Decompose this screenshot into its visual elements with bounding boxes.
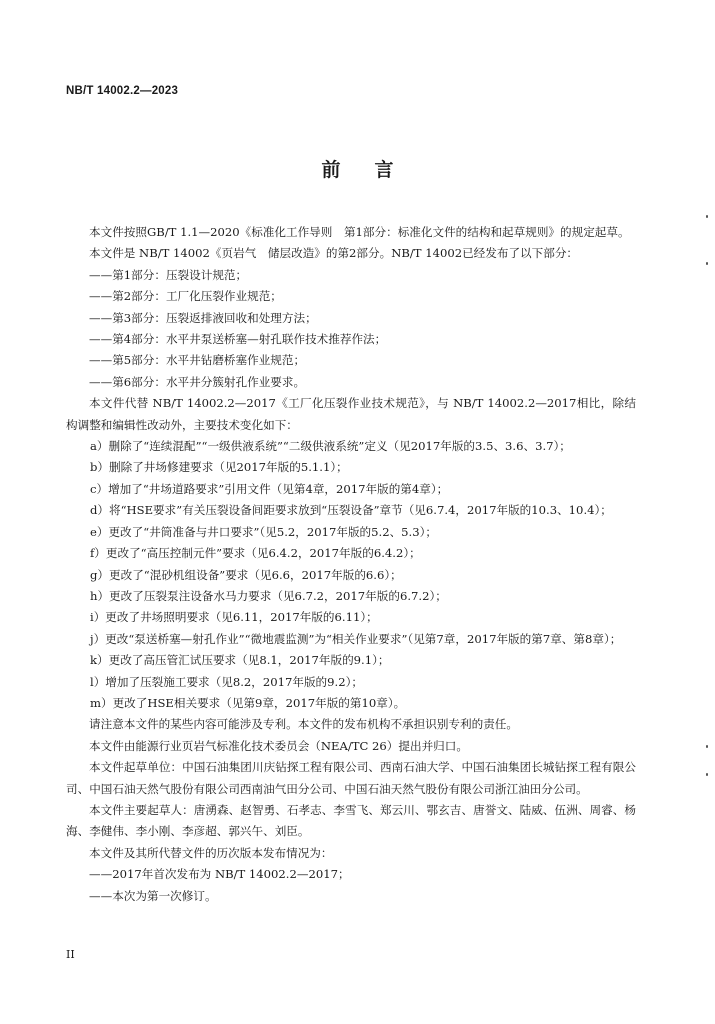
paragraph-drafting-units: 本文件起草单位：中国石油集团川庆钻探工程有限公司、西南石油大学、中国石油集团长城钻探工程有限公司、中国石油天然气股份有限公司西南油气田分公司、中国石油天然气股份有限公司浙江油田分公司。 — [66, 760, 636, 796]
part-list-item: ——第3部分：压裂返排液回收和处理方法； — [89, 310, 317, 325]
change-list-item: l）增加了压裂施工要求（见8.2，2017年版的9.2）； — [90, 674, 363, 689]
history-list-item: ——本次为第一次修订。 — [89, 888, 217, 903]
scan-speck — [706, 773, 708, 776]
change-list-item: e）更改了“井筒准备与井口要求”（见5.2，2017年版的5.2、5.3）； — [90, 524, 437, 539]
scan-speck — [706, 215, 708, 218]
part-list-item: ——第2部分：工厂化压裂作业规范； — [89, 289, 282, 304]
change-list-item: c）增加了“井场道路要求”引用文件（见第4章，2017年版的第4章）； — [90, 481, 449, 496]
change-list-item: g）更改了“混砂机组设备”要求（见6.6，2017年版的6.6）； — [90, 567, 402, 582]
page-title: 前言 — [321, 159, 428, 181]
scan-speck — [706, 745, 708, 748]
part-list-item: ——第6部分：水平井分簇射孔作业要求。 — [89, 374, 306, 389]
change-list-item: b）删除了井场修建要求（见2017年版的5.1.1）； — [90, 460, 348, 475]
part-list-item: ——第5部分：水平井钻磨桥塞作业规范； — [89, 353, 306, 368]
paragraph-committee: 本文件由能源行业页岩气标准化技术委员会（NEA/TC 26）提出并归口。 — [89, 738, 468, 753]
paragraph-drafting-basis: 本文件按照GB/T 1.1—2020《标准化工作导则 第1部分：标准化文件的结构和起草规则》的规定起草。 — [89, 225, 630, 239]
change-list-item: i）更改了井场照明要求（见6.11，2017年版的6.11）； — [90, 610, 378, 625]
paragraph-drafters: 本文件主要起草人：唐湧森、赵智勇、石孝志、李雪飞、郑云川、鄂玄吉、唐誉文、陆威、伍洲、周睿、杨海、李健伟、李小刚、李彦超、郭兴午、刘臣。 — [66, 802, 636, 839]
paragraph-history-intro: 本文件及其所代替文件的历次版本发布情况为： — [89, 845, 333, 860]
standard-number: NB/T 14002.2—2023 — [66, 85, 179, 97]
change-list-item: h）更改了压裂泵注设备水马力要求（见6.7.2，2017年版的6.7.2）； — [90, 588, 447, 603]
history-list-item: ——2017年首次发布为 NB/T 14002.2—2017； — [89, 867, 350, 882]
change-list-item: a）删除了“连续混配”“一级供液系统”“二级供液系统”定义（见2017年版的3.5、3.6、3.7）； — [90, 439, 571, 454]
scan-speck — [706, 262, 708, 265]
change-list-item: j）更改“泵送桥塞—射孔作业”“微地震监测”为“相关作业要求”（见第7章，2017年版的第7章、第8章）； — [90, 631, 622, 646]
change-list-item: k）更改了高压管汇试压要求（见8.1，2017年版的9.1）； — [90, 653, 390, 668]
paragraph-replacement: 本文件代替 NB/T 14002.2—2017《工厂化压裂作业技术规范》，与 NB/T 14002.2—2017相比，除结构调整和编辑性改动外，主要技术变化如下： — [66, 396, 636, 432]
part-list-item: ——第4部分：水平井泵送桥塞—射孔联作技术推荐作法； — [89, 332, 387, 347]
page-number: II — [66, 948, 75, 961]
document-body — [66, 222, 636, 907]
change-list-item: f）更改了“高压控制元件”要求（见6.4.2，2017年版的6.4.2）； — [90, 546, 421, 561]
change-list-item: m）更改了HSE相关要求（见第9章，2017年版的第10章）。 — [90, 695, 406, 710]
part-list-item: ——第1部分：压裂设计规范； — [89, 267, 248, 282]
change-list-item: d）将“HSE要求”有关压裂设备间距要求放到“压裂设备”章节（见6.7.4，2017年版的10.3、10.4）； — [90, 503, 612, 518]
paragraph-patent-notice: 请注意本文件的某些内容可能涉及专利。本文件的发布机构不承担识别专利的责任。 — [89, 717, 518, 732]
paragraph-series-intro: 本文件是 NB/T 14002《页岩气 储层改造》的第2部分。NB/T 14002已经发布了以下部分： — [89, 246, 579, 261]
